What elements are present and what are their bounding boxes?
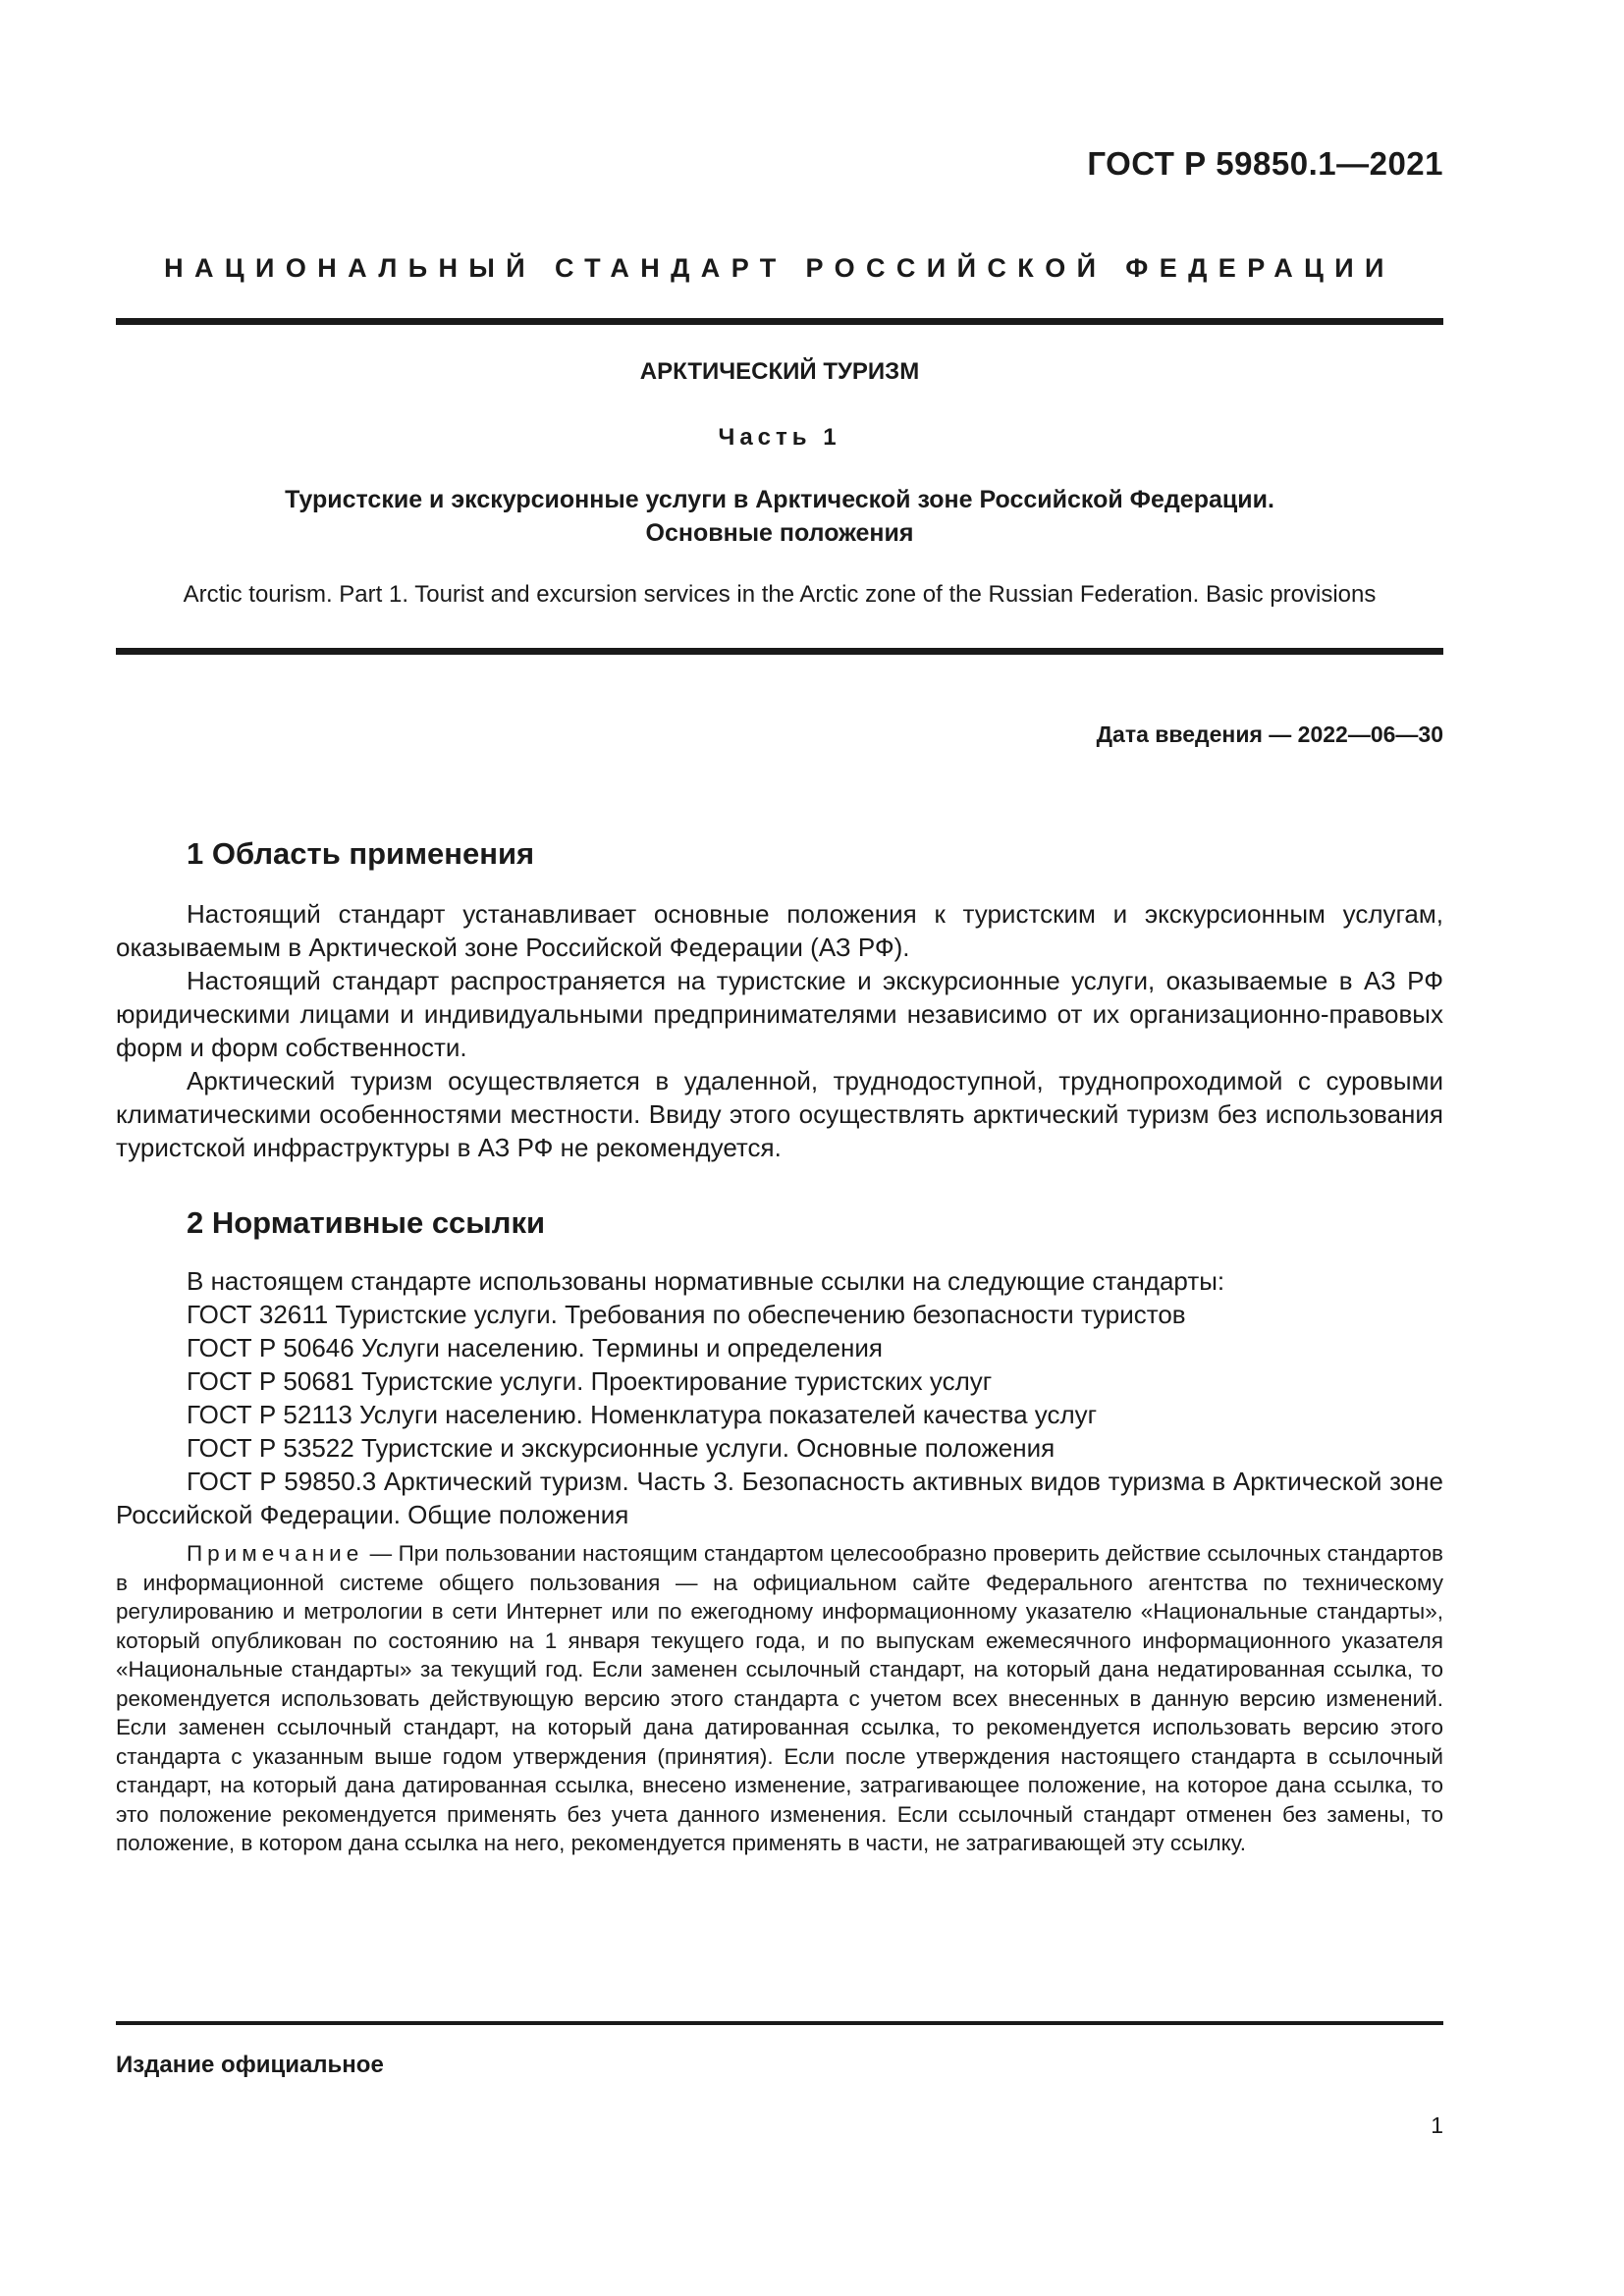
national-standard-banner: НАЦИОНАЛЬНЫЙ СТАНДАРТ РОССИЙСКОЙ ФЕДЕРАЦИИ: [164, 253, 1395, 283]
standard-code: ГОСТ Р 59850.1—2021: [1087, 145, 1443, 182]
official-edition-label: Издание официальное: [116, 2052, 384, 2078]
section-2-heading: 2 Нормативные ссылки: [187, 1205, 546, 1240]
document-subtitle: [116, 483, 1443, 550]
reference-item: ГОСТ Р 52113 Услуги населению. Номенклатура показателей качества услуг: [187, 1400, 1098, 1429]
note-text: — При пользовании настоящим стандартом целесообразно проверить действие ссылочных стандартов в информационной системе общего пользования — на официальном сайте Федерального агентства по техническому регулированию и метрологии в сети Интернет или по ежегодному информационному указателю «Национальные стандарты», который опубликован по состоянию на 1 января текущего года, и по выпускам ежемесячного информационного указателя «Национальные стандарты» за текущий год. Если заменен ссылочный стандарт, на который дана недатированная ссылка, то рекомендуется использовать действующую версию этого стандарта с учетом всех внесенных в данную версию изменений. Если заменен ссылочный стандарт, на который дана датированная ссылка, то рекомендуется использовать версию этого стандарта с указанным выше годом утверждения (принятия). Если после утверждения настоящего стандарта в ссылочный стандарт, на который дана датированная ссылка, внесено изменение, затрагивающее положение, на которое дана ссылка, то это положение рекомендуется применять без учета данного изменения. Если ссылочный стандарт отменен без замены, то положение, в котором дана ссылка на него, рекомендуется применять в части, не затрагивающей эту ссылку.: [116, 1541, 1443, 1855]
reference-item: ГОСТ Р 53522 Туристские и экскурсионные услуги. Основные положения: [187, 1433, 1056, 1463]
subtitle-line-1: Туристские и экскурсионные услуги в Арктической зоне Российской Федерации.: [285, 486, 1274, 513]
references-intro: В настоящем стандарте использованы нормативные ссылки на следующие стандарты:: [187, 1266, 1225, 1296]
section-2-body: [116, 1264, 1443, 1531]
footer-divider: [116, 2021, 1443, 2025]
reference-item: ГОСТ 32611 Туристские услуги. Требования по обеспечению безопасности туристов: [187, 1300, 1186, 1329]
section-1-body: [116, 897, 1443, 1164]
subtitle-line-2: Основные положения: [645, 519, 914, 547]
title-divider: [116, 648, 1443, 655]
page-number: 1: [1431, 2112, 1443, 2138]
introduction-date: Дата введения — 2022—06—30: [1096, 721, 1443, 747]
note-label: Примечание: [187, 1541, 364, 1566]
note: [116, 1539, 1443, 1858]
document-title: АРКТИЧЕСКИЙ ТУРИЗМ: [639, 358, 920, 385]
reference-item: ГОСТ Р 50646 Услуги населению. Термины и определения: [187, 1333, 884, 1362]
top-divider: [116, 318, 1443, 325]
paragraph: Арктический туризм осуществляется в удаленной, труднодоступной, труднопроходимой с суровыми климатическими особенностями местности. Ввиду этого осуществлять арктический туризм без использования туристской инфраструктуры в АЗ РФ не рекомендуется.: [116, 1066, 1443, 1162]
reference-item: ГОСТ Р 50681 Туристские услуги. Проектирование туристских услуг: [187, 1366, 993, 1396]
paragraph: Настоящий стандарт распространяется на туристские и экскурсионные услуги, оказываемые в АЗ РФ юридическими лицами и индивидуальными предпринимателями независимо от их организационно-правовых форм и форм собственности.: [116, 966, 1443, 1062]
section-1-heading: 1 Область применения: [187, 836, 535, 871]
part-number: Часть 1: [718, 424, 841, 451]
english-title: Arctic tourism. Part 1. Tourist and excursion services in the Arctic zone of the Russian Federation. Basic provisions: [183, 581, 1377, 608]
reference-item: ГОСТ Р 59850.3 Арктический туризм. Часть 3. Безопасность активных видов туризма в Арктической зоне Российской Федерации. Общие положения: [116, 1467, 1443, 1529]
paragraph: Настоящий стандарт устанавливает основные положения к туристским и экскурсионным услугам, оказываемым в Арктической зоне Российской Федерации (АЗ РФ).: [116, 899, 1443, 962]
